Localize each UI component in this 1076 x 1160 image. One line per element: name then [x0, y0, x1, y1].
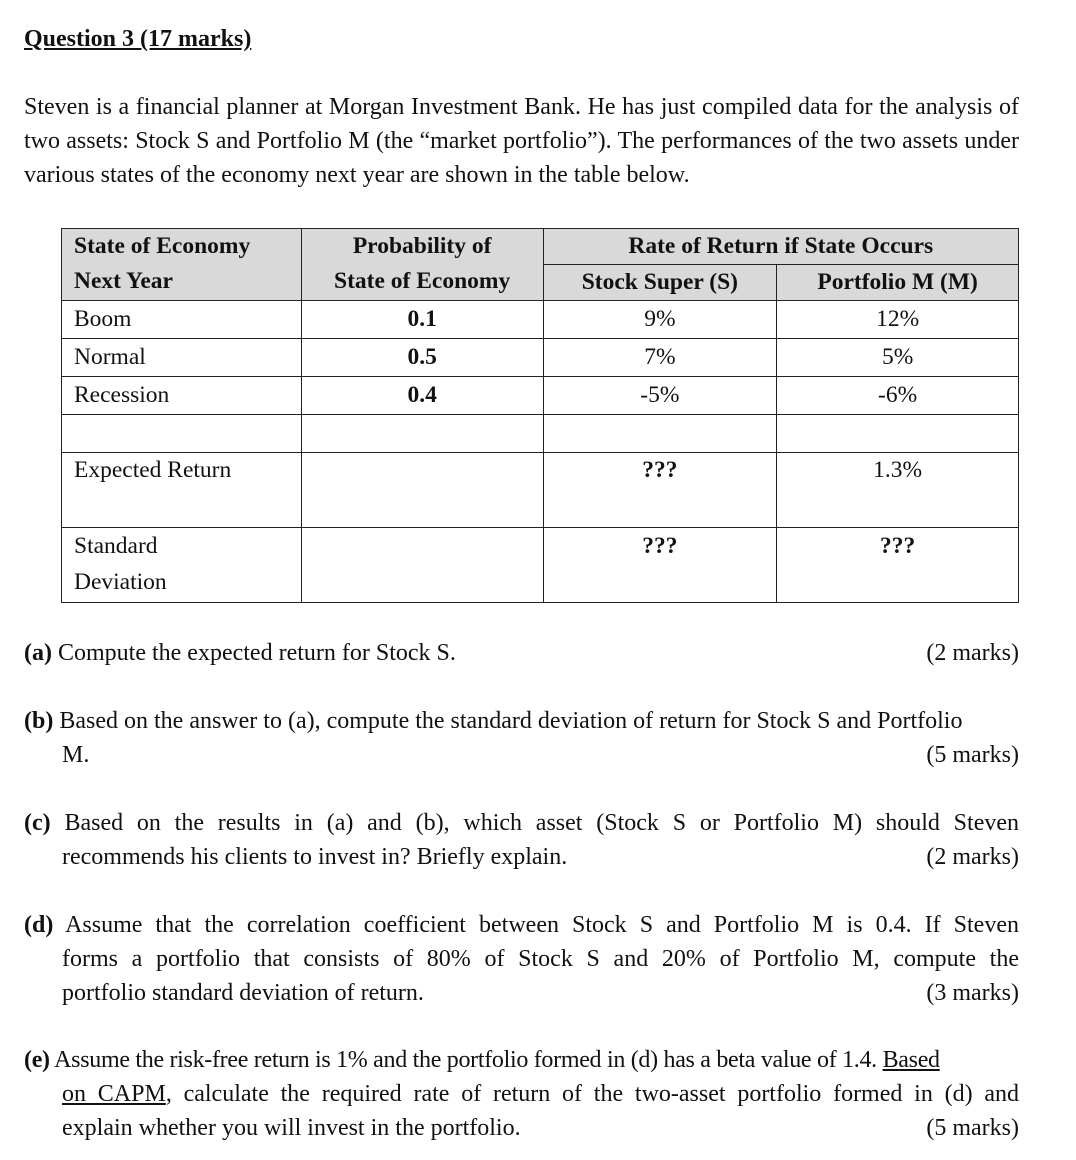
part-e-text-line3: explain whether you will invest in the portfolio. [62, 1115, 521, 1141]
part-e-text-line1a: Assume the risk-free return is 1% and the portfolio formed in (d) has a beta value of 1.4. [54, 1047, 883, 1073]
cell-probability: 0.1 [301, 301, 543, 339]
part-c [24, 806, 1019, 874]
header-stock-super: Stock Super (S) [543, 265, 777, 301]
part-c-text-line2: recommends his clients to invest in? Briefly explain. [62, 844, 568, 870]
stdev-label-line1: Standard [74, 533, 158, 559]
cell-stock-return: 9% [543, 301, 777, 339]
part-d-text-line1: Assume that the correlation coefficient between Stock S and Portfolio M is 0.4. If Steven [65, 912, 1019, 938]
part-b-label: (b) [24, 708, 54, 734]
part-e-marks: (5 marks) [926, 1115, 1019, 1141]
part-c-marks: (2 marks) [926, 844, 1019, 870]
intro-paragraph: Steven is a financial planner at Morgan Investment Bank. He has just compiled data for the analysis of two assets: Stock S and Portfolio M (the “market portfolio”). The performances of the two assets under various states of the economy next year are shown in the table below. [24, 94, 1019, 188]
table-header-row-1 [62, 229, 1019, 265]
part-d-text-line3: portfolio standard deviation of return. [62, 980, 424, 1006]
part-e-label: (e) [24, 1047, 50, 1073]
part-a-text: Compute the expected return for Stock S. [57, 640, 456, 666]
part-b [24, 704, 1019, 772]
header-prob-line1: Probability of [352, 233, 492, 259]
table-row-boom [62, 301, 1019, 339]
cell-stdev-label [62, 528, 302, 603]
part-b-text-line1: Based on the answer to (a), compute the standard deviation of return for Stock S and Portfolio [59, 708, 963, 734]
cell-expected-label: Expected Return [62, 453, 302, 528]
table-row-recession [62, 377, 1019, 415]
part-d [24, 908, 1019, 1010]
part-b-marks: (5 marks) [926, 742, 1019, 768]
cell-empty [301, 415, 543, 453]
cell-state: Normal [62, 339, 302, 377]
table-row-expected-return [62, 453, 1019, 528]
part-e [24, 1043, 1019, 1145]
table-row-empty [62, 415, 1019, 453]
cell-stdev-portfolio: ??? [777, 528, 1019, 603]
part-b-text-line2: M. [62, 742, 90, 768]
economy-returns-table [61, 228, 1019, 603]
part-a-label: (a) [24, 640, 52, 666]
table-row-standard-deviation [62, 528, 1019, 603]
cell-portfolio-return: 12% [777, 301, 1019, 339]
cell-empty [777, 415, 1019, 453]
question-title: Question 3 (17 marks) [24, 26, 252, 52]
part-d-label: (d) [24, 912, 54, 938]
header-prob-line2: State of Economy [334, 268, 511, 294]
stdev-label-line2: Deviation [74, 569, 167, 595]
header-state-line1: State of Economy [74, 233, 251, 259]
header-rate-of-return: Rate of Return if State Occurs [543, 229, 1018, 265]
cell-expected-portfolio: 1.3% [777, 453, 1019, 528]
header-probability [301, 229, 543, 301]
header-portfolio-m: Portfolio M (M) [777, 265, 1019, 301]
cell-stock-return: 7% [543, 339, 777, 377]
cell-probability: 0.5 [301, 339, 543, 377]
part-e-text-line2b: , calculate the required rate of return of the two-asset portfolio formed in (d) and [165, 1081, 1020, 1107]
cell-portfolio-return: -6% [777, 377, 1019, 415]
header-state-line2: Next Year [74, 268, 173, 294]
part-a [24, 636, 1019, 670]
cell-empty [301, 528, 543, 603]
cell-state: Recession [62, 377, 302, 415]
cell-state: Boom [62, 301, 302, 339]
part-d-marks: (3 marks) [926, 980, 1019, 1006]
table-row-normal [62, 339, 1019, 377]
part-d-text-line2: forms a portfolio that consists of 80% of Stock S and 20% of Portfolio M, compute the [62, 946, 1019, 972]
part-a-marks: (2 marks) [926, 640, 1019, 666]
cell-stdev-stock: ??? [543, 528, 777, 603]
cell-probability: 0.4 [301, 377, 543, 415]
cell-portfolio-return: 5% [777, 339, 1019, 377]
header-state-of-economy [62, 229, 302, 301]
part-e-text-line2a: on CAPM [62, 1081, 166, 1107]
cell-empty [62, 415, 302, 453]
cell-empty [301, 453, 543, 528]
part-e-text-line1b: Based [882, 1047, 940, 1073]
cell-expected-stock: ??? [543, 453, 777, 528]
part-c-label: (c) [24, 810, 51, 836]
part-c-text-line1: Based on the results in (a) and (b), which asset (Stock S or Portfolio M) should Steven [64, 810, 1020, 836]
cell-empty [543, 415, 777, 453]
cell-stock-return: -5% [543, 377, 777, 415]
